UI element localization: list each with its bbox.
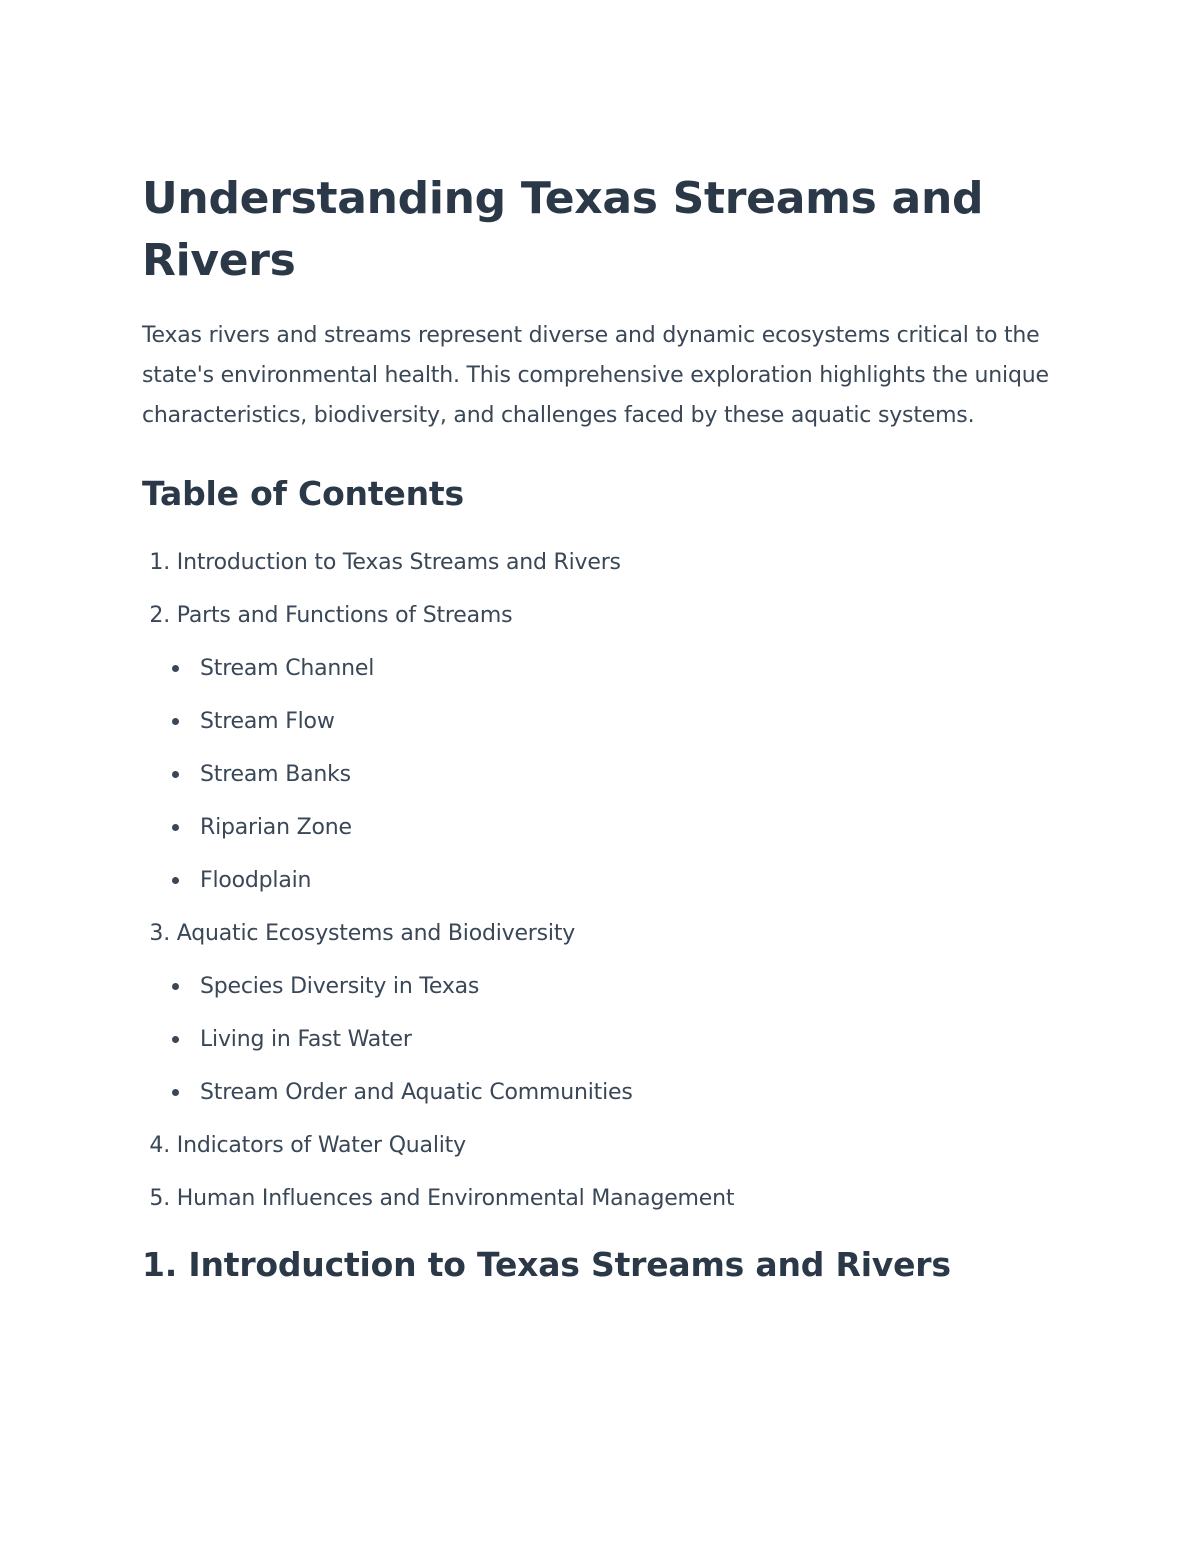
bullet-icon [172, 877, 179, 884]
toc-subitem-label: Stream Banks [200, 762, 351, 787]
toc-item-aquatic-ecosystems[interactable] [142, 907, 1070, 960]
bullet-icon [172, 1036, 179, 1043]
toc-item-water-quality[interactable] [142, 1119, 1070, 1172]
toc-item-number: 4. [149, 1133, 170, 1158]
toc-sublist-container [142, 642, 1070, 907]
toc-subitem-label: Stream Flow [200, 709, 335, 734]
toc-subitem-living-in-fast-water[interactable] [172, 1013, 1070, 1066]
toc-sublist [142, 642, 1070, 907]
toc-item-label: Aquatic Ecosystems and Biodiversity [176, 921, 576, 946]
toc-subitem-riparian-zone[interactable] [172, 801, 1070, 854]
toc-subitem-stream-channel[interactable] [172, 642, 1070, 695]
toc-item-label: Human Influences and Environmental Management [176, 1186, 735, 1211]
bullet-icon [172, 718, 179, 725]
toc-item-introduction[interactable] [142, 536, 1070, 589]
bullet-icon [172, 771, 179, 778]
toc-subitem-species-diversity[interactable] [172, 960, 1070, 1013]
toc-subitem-label: Riparian Zone [200, 815, 352, 840]
document-title: Understanding Texas Streams and Rivers [142, 173, 984, 286]
bullet-icon [172, 1089, 179, 1096]
toc-sublist-container [142, 960, 1070, 1119]
toc-item-label: Introduction to Texas Streams and Rivers [176, 550, 621, 575]
table-of-contents [142, 536, 1070, 1225]
toc-subitem-label: Stream Channel [200, 656, 375, 681]
toc-subitem-label: Living in Fast Water [200, 1027, 412, 1052]
toc-subitem-stream-order[interactable] [172, 1066, 1070, 1119]
toc-subitem-label: Species Diversity in Texas [200, 974, 480, 999]
bullet-icon [172, 665, 179, 672]
toc-item-number: 2. [149, 603, 170, 628]
toc-item-number: 5. [149, 1186, 170, 1211]
toc-subitem-stream-banks[interactable] [172, 748, 1070, 801]
toc-item-parts-and-functions[interactable] [142, 589, 1070, 642]
toc-subitem-floodplain[interactable] [172, 854, 1070, 907]
toc-item-number: 3. [149, 921, 170, 946]
toc-item-label: Indicators of Water Quality [176, 1133, 466, 1158]
section-heading: 1. Introduction to Texas Streams and Rivers [142, 1245, 951, 1284]
toc-item-number: 1. [149, 550, 170, 575]
bullet-icon [172, 824, 179, 831]
toc-subitem-stream-flow[interactable] [172, 695, 1070, 748]
toc-item-label: Parts and Functions of Streams [176, 603, 513, 628]
toc-subitem-label: Stream Order and Aquatic Communities [200, 1080, 633, 1105]
toc-subitem-label: Floodplain [200, 868, 312, 893]
toc-heading: Table of Contents [142, 474, 464, 513]
bullet-icon [172, 983, 179, 990]
toc-item-human-influences[interactable] [142, 1172, 1070, 1225]
toc-sublist [142, 960, 1070, 1119]
intro-paragraph: Texas rivers and streams represent diverse and dynamic ecosystems critical to the state's environmental health. This comprehensive exploration highlights the unique characteristics, biodiversity, and challenges faced by these aquatic systems. [142, 323, 1049, 428]
